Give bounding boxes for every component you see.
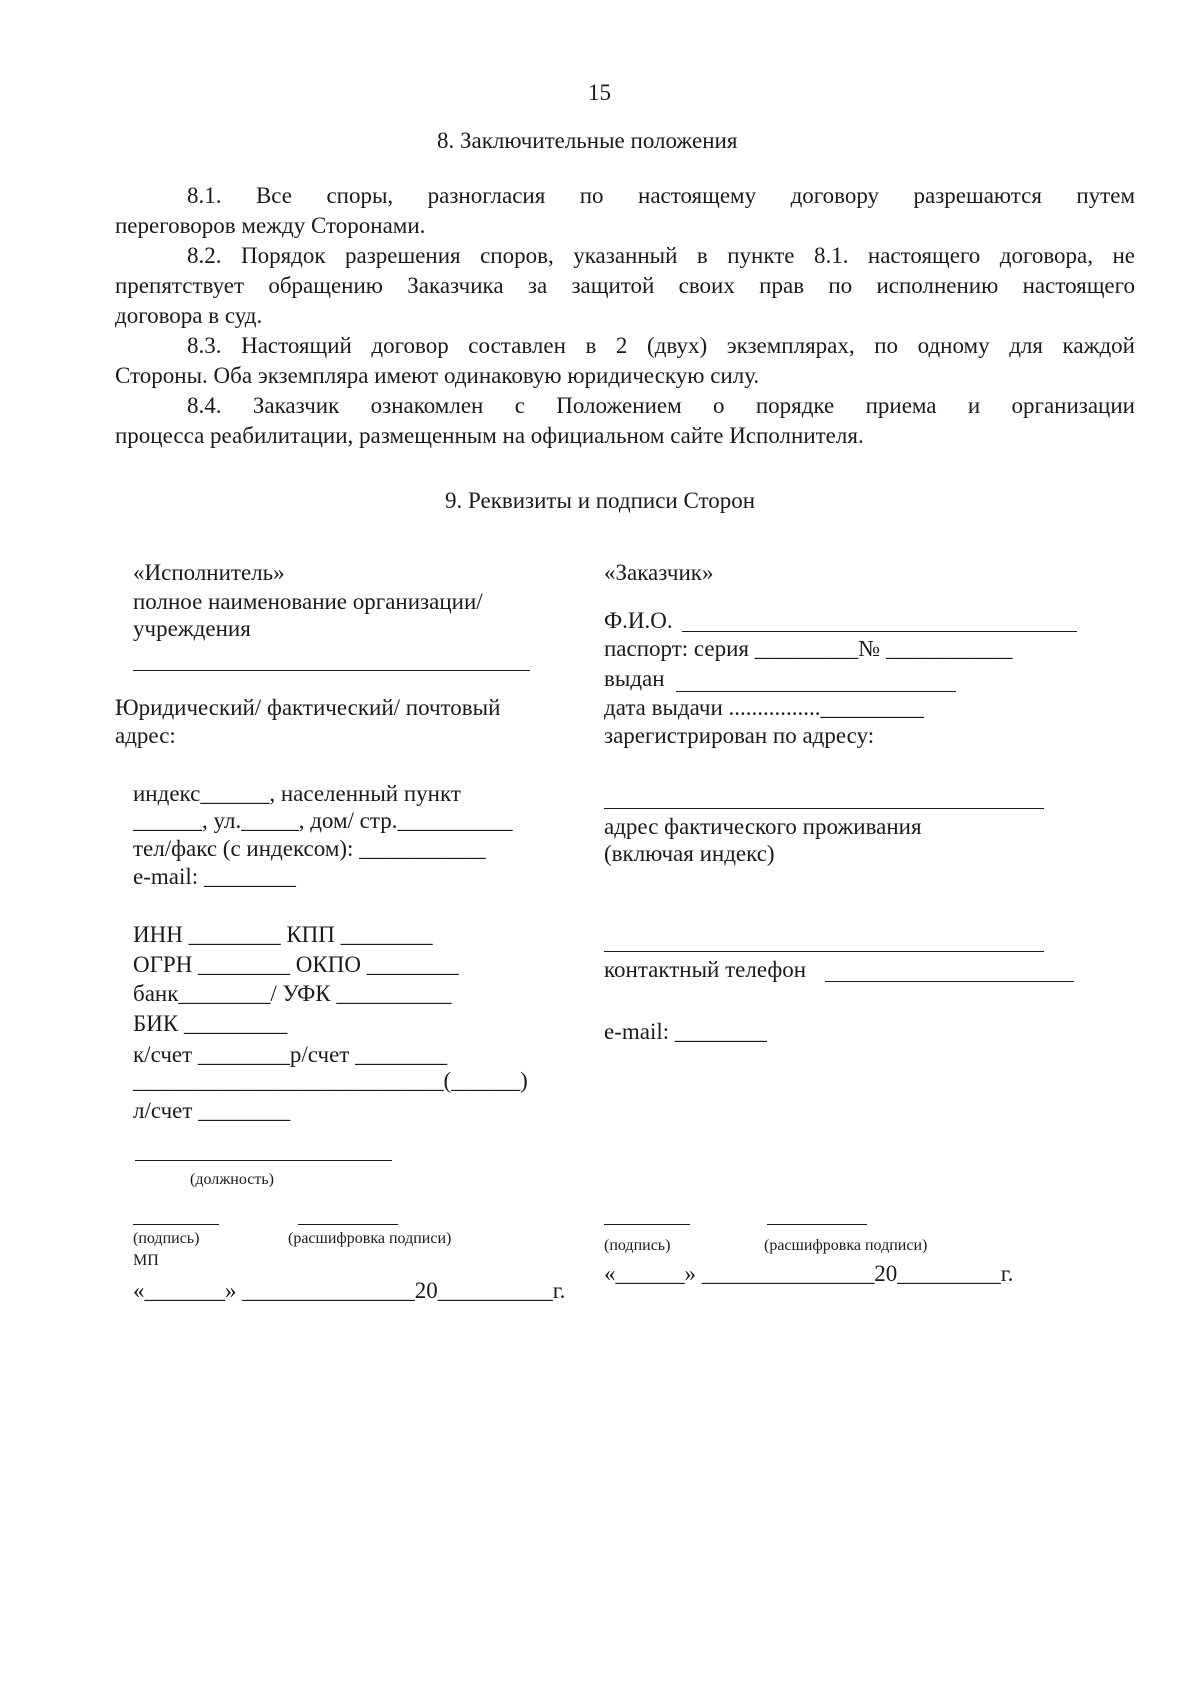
- paragraph-8-3-line-2: Стороны. Оба экземпляра имеют одинаковую юридическую силу.: [115, 363, 760, 388]
- paragraph-8-1-line-1: 8.1. Все споры, разногласия по настоящему договору разрешаются путем: [187, 183, 1135, 208]
- executor-org-name-line[interactable]: [133, 670, 530, 671]
- customer-fio-label: Ф.И.О.: [604, 608, 673, 633]
- executor-signature-label: (подпись): [133, 1230, 200, 1247]
- paragraph-8-4-line-1: 8.4. Заказчик ознакомлен с Положением о порядке приема и организации: [187, 393, 1135, 418]
- executor-personal-account-field[interactable]: л/счет ________: [133, 1098, 291, 1123]
- executor-org-name-label: полное наименование организации/: [133, 589, 483, 614]
- customer-heading: «Заказчик»: [604, 560, 714, 585]
- executor-org-name-label-2: учреждения: [133, 616, 251, 641]
- customer-passport-field[interactable]: паспорт: серия _________№ ___________: [604, 636, 1013, 661]
- customer-signature-decoding-label: (расшифровка подписи): [764, 1237, 928, 1254]
- executor-inn-kpp-field[interactable]: ИНН ________ КПП ________: [133, 922, 433, 947]
- paragraph-8-2-line-2: препятствует обращению Заказчика за защитой своих прав по исполнению настоящего: [115, 273, 1135, 298]
- paragraph-8-1: [115, 181, 1135, 241]
- executor-signature-line[interactable]: [133, 1224, 219, 1225]
- executor-email-field[interactable]: e-mail: ________: [133, 864, 296, 889]
- executor-stamp-label: МП: [133, 1252, 159, 1269]
- paragraph-8-4: [115, 391, 1135, 451]
- executor-signature-decoding-label: (расшифровка подписи): [288, 1230, 452, 1247]
- executor-ogrn-okpo-field[interactable]: ОГРН ________ ОКПО ________: [133, 952, 459, 977]
- paragraph-8-1-line-2: переговоров между Сторонами.: [115, 213, 426, 238]
- customer-email-field[interactable]: e-mail: ________: [604, 1019, 767, 1044]
- customer-issued-line[interactable]: [676, 691, 956, 692]
- executor-bank-ufk-field[interactable]: банк________/ УФК __________: [133, 981, 452, 1006]
- paragraph-8-2: [115, 241, 1135, 331]
- paragraph-8-2-line-3: договора в суд.: [115, 303, 263, 328]
- executor-date-field[interactable]: «_______» _______________20__________г.: [133, 1278, 566, 1303]
- executor-address-label-2: адрес:: [115, 723, 176, 748]
- page-number: 15: [588, 80, 611, 105]
- section-9-title: 9. Реквизиты и подписи Сторон: [445, 488, 756, 513]
- paragraph-8-3: [115, 331, 1135, 391]
- customer-date-field[interactable]: «______» _______________20_________г.: [604, 1261, 1014, 1286]
- customer-issue-date-field[interactable]: дата выдачи ................_________: [604, 695, 925, 720]
- executor-position-label: (должность): [190, 1171, 274, 1188]
- paragraph-8-3-line-1: 8.3. Настоящий договор составлен в 2 (двух) экземплярах, по одному для каждой: [187, 333, 1135, 358]
- section-8-title: 8. Заключительные положения: [437, 128, 738, 153]
- executor-phone-field[interactable]: тел/факс (с индексом): ___________: [133, 836, 486, 861]
- executor-accounts-field[interactable]: к/счет ________р/счет ________: [133, 1042, 448, 1067]
- customer-issued-label: выдан: [604, 666, 665, 691]
- customer-phone-label: контактный телефон: [604, 957, 807, 982]
- customer-registered-address-line[interactable]: [604, 808, 1044, 809]
- customer-signature-decoding-line[interactable]: [767, 1224, 867, 1225]
- executor-signature-decoding-line[interactable]: [298, 1224, 398, 1225]
- customer-signature-label: (подпись): [604, 1237, 671, 1254]
- customer-phone-line[interactable]: [825, 981, 1074, 982]
- executor-street-field[interactable]: ______, ул._____, дом/ стр.__________: [133, 808, 513, 833]
- paragraph-8-2-line-1: 8.2. Порядок разрешения споров, указанный в пункте 8.1. настоящего договора, не: [187, 243, 1135, 268]
- customer-registered-label: зарегистрирован по адресу:: [604, 723, 875, 748]
- executor-position-line[interactable]: [135, 1160, 392, 1161]
- executor-bik-field[interactable]: БИК _________: [133, 1011, 288, 1036]
- paragraph-8-4-line-2: процесса реабилитации, размещенным на официальном сайте Исполнителя.: [115, 423, 864, 448]
- executor-index-field[interactable]: индекс______, населенный пункт: [133, 781, 461, 806]
- customer-actual-address-label-2: (включая индекс): [604, 841, 775, 866]
- executor-address-label: Юридический/ фактический/ почтовый: [115, 695, 501, 720]
- customer-actual-address-line[interactable]: [604, 951, 1044, 952]
- customer-signature-line[interactable]: [604, 1224, 690, 1225]
- executor-bank-line-field[interactable]: ___________________________(______): [133, 1068, 528, 1093]
- executor-heading: «Исполнитель»: [133, 560, 285, 585]
- customer-actual-address-label: адрес фактического проживания: [604, 814, 922, 839]
- customer-fio-line[interactable]: [682, 631, 1077, 632]
